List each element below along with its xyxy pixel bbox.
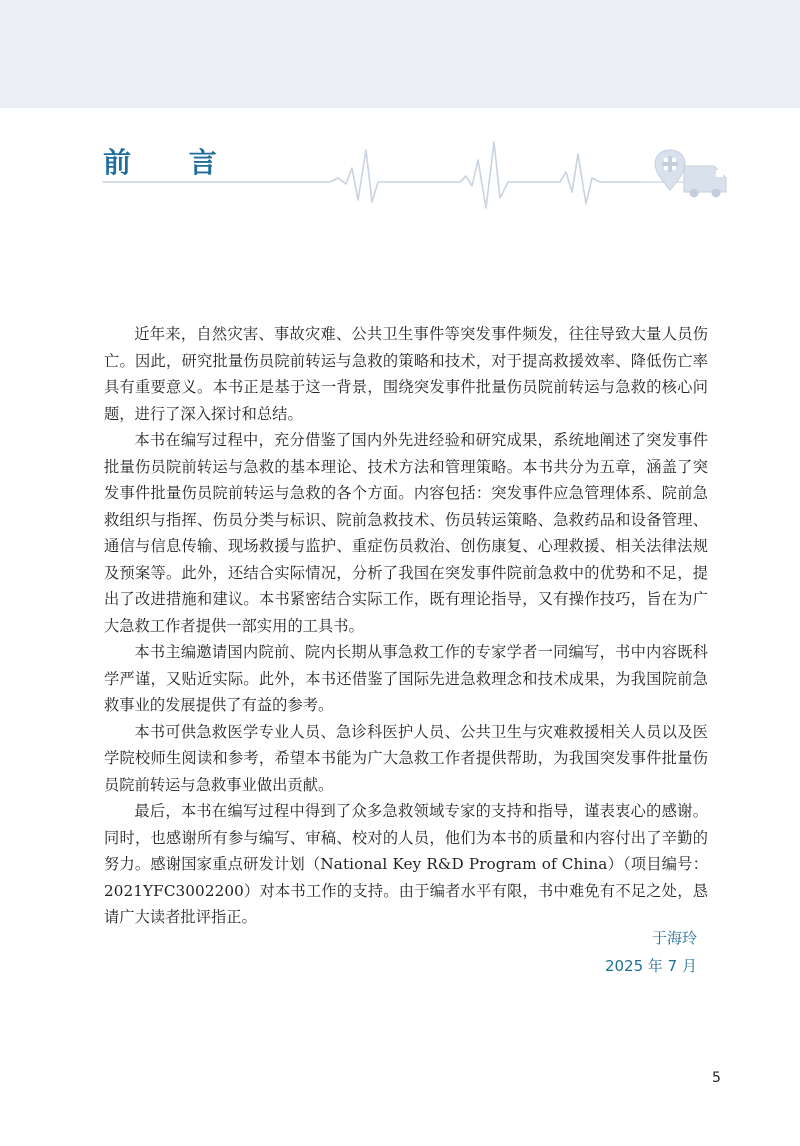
preface-body: [104, 321, 708, 931]
ambulance-icon: [684, 166, 726, 197]
signature: [605, 924, 697, 980]
paragraph-5: 最后，本书在编写过程中得到了众多急救领域专家的支持和指导，谨表衷心的感谢。同时，也感谢所有参与编写、审稿、校对的人员，他们为本书的质量和内容付出了辛勤的努力。感谢国家重点研发计划（National Key R&D Program of China）（项目编号：2021YFC3002200）对本书工作的支持。由于编者水平有限，书中难免有不足之处，恳请广大读者批评指正。: [104, 802, 708, 926]
paragraph-3: 本书主编邀请国内院前、院内长期从事急救工作的专家学者一同编写，书中内容既科学严谨，又贴近实际。此外，本书还借鉴了国际先进急救理念和技术成果，为我国院前急救事业的发展提供了有益的参考。: [104, 643, 708, 714]
paragraph-2: 本书在编写过程中，充分借鉴了国内外先进经验和研究成果，系统地阐述了突发事件批量伤员院前转运与急救的基本理论、技术方法和管理策略。本书共分为五章，涵盖了突发事件批量伤员院前转运与急救的各个方面。内容包括：突发事件应急管理体系、院前急救组织与指挥、伤员分类与标识、院前急救技术、伤员转运策略、急救药品和设备管理、通信与信息传输、现场救援与监护、重症伤员救治、创伤康复、心理救援、相关法律法规及预案等。此外，还结合实际情况，分析了我国在突发事件院前急救中的优势和不足，提出了改进措施和建议。本书紧密结合实际工作，既有理论指导，又有操作技巧，旨在为广大急救工作者提供一部实用的工具书。: [104, 431, 708, 635]
page-title: 前 言: [103, 146, 241, 179]
paragraph-1: 近年来，自然灾害、事故灾难、公共卫生事件等突发事件频发，往往导致大量人员伤亡。因此，研究批量伤员院前转运与急救的策略和技术，对于提高救援效率、降低伤亡率具有重要意义。本书正是基于这一背景，围绕突发事件批量伤员院前转运与急救的核心问题，进行了深入探讨和总结。: [104, 325, 708, 423]
page-number: 5: [712, 1070, 721, 1086]
paragraph-4: 本书可供急救医学专业人员、急诊科医护人员、公共卫生与灾难救援相关人员以及医学院校师生阅读和参考，希望本书能为广大急救工作者提供帮助，为我国突发事件批量伤员院前转运与急救事业做出贡献。: [104, 722, 708, 794]
header-band: [0, 0, 800, 108]
location-pin-icon: [655, 150, 685, 190]
author-name: 于海玲: [651, 929, 697, 947]
signature-date: 2025 年 7 月: [604, 957, 697, 975]
